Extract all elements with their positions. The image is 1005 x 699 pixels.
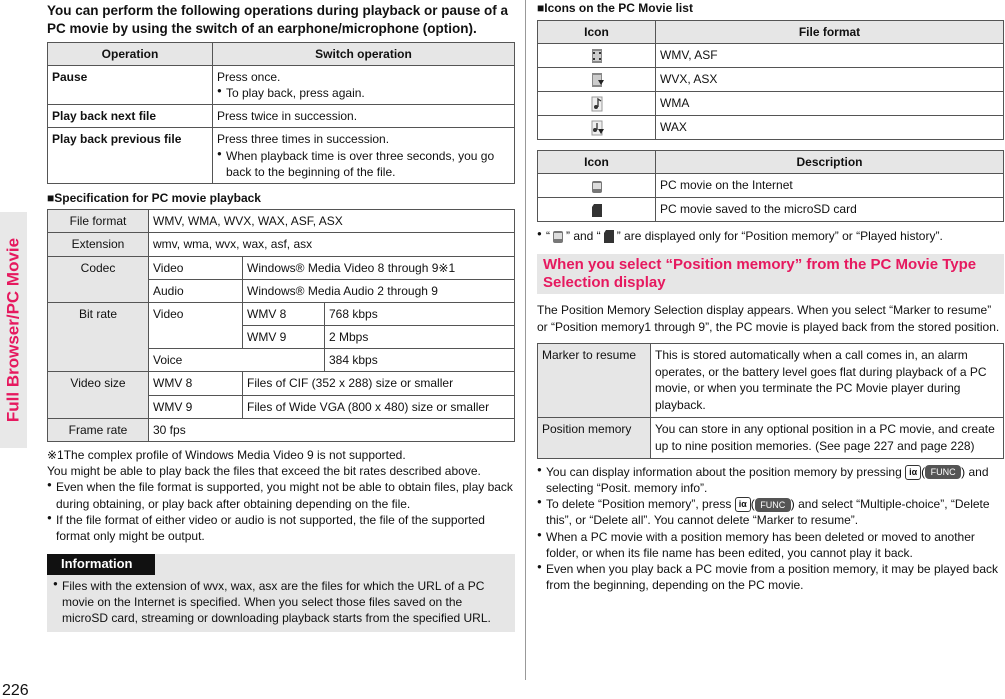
spec-sublabel: WMV 9 (243, 326, 325, 349)
spec-sublabel: Video (149, 256, 243, 279)
spec-value: 384 kbps (325, 349, 515, 372)
ops-header-operation: Operation (48, 42, 213, 65)
bullet-text: To delete “Position memory”, press (546, 497, 735, 512)
icons-heading: ■ Icons on the PC Movie list (537, 0, 1004, 16)
table-row (538, 115, 1004, 139)
information-title: Information (47, 554, 155, 575)
format-value: WMV, ASF (656, 44, 1004, 68)
spec-value: 768 kbps (325, 302, 515, 325)
op-pause-line: Press once. (217, 69, 281, 84)
position-label: Marker to resume (538, 343, 651, 417)
position-table (537, 343, 1004, 459)
spec-value: wmv, wma, wvx, wax, asf, asx (149, 233, 515, 256)
spec-value: Files of CIF (352 x 288) size or smaller (243, 372, 515, 395)
spec-table (47, 209, 515, 442)
spec-value: WMV, WMA, WVX, WAX, ASF, ASX (149, 210, 515, 233)
description-icon-table (537, 150, 1004, 222)
icons-note (537, 228, 1004, 245)
table-row (48, 210, 515, 233)
op-pause-desc (213, 65, 515, 104)
section-side-tab (0, 212, 27, 448)
spec-sublabel: WMV 8 (149, 372, 243, 395)
left-column (47, 2, 515, 632)
notes (47, 447, 515, 544)
table-row (538, 44, 1004, 68)
table-row (538, 173, 1004, 197)
note-bullet: ● Even when the file format is supported, you might not be able to obtain files, play back during obtaining, or play back after obtaining depending on the file. (47, 479, 515, 511)
position-desc: You can store in any optional position in a PC movie, and create up to nine position memories. (See page 227 and page 228) (651, 417, 1004, 458)
operations-table (47, 42, 515, 184)
table-row (48, 256, 515, 279)
ops-header-switch: Switch operation (213, 42, 515, 65)
icons-note-text: “ (546, 228, 550, 243)
spec-sublabel: Voice (149, 349, 325, 372)
op-next-desc: Press twice in succession. (213, 105, 515, 128)
spec-sublabel: WMV 9 (149, 395, 243, 418)
wmv-file-icon (538, 44, 656, 68)
spec-label: File format (48, 210, 149, 233)
format-header-icon: Icon (538, 21, 656, 44)
op-prev-desc (213, 128, 515, 184)
wvx-file-icon (538, 68, 656, 92)
table-row (538, 197, 1004, 221)
note-line: You might be able to play back the files that exceed the bit rates described above. (47, 464, 481, 479)
position-notes (537, 464, 1004, 594)
spec-label: Video size (48, 372, 149, 418)
format-header-format: File format (656, 21, 1004, 44)
table-row (48, 65, 515, 104)
op-prev-bullet: ● When playback time is over three seconds, you go back to the beginning of the file. (217, 148, 510, 180)
wma-file-icon (538, 92, 656, 116)
page-number: 226 (2, 682, 29, 699)
op-pause-bullet: ● To play back, press again. (217, 85, 510, 101)
spec-sublabel: WMV 8 (243, 302, 325, 325)
note-bullet: ● To delete “Position memory”, press iα ( FUNC ) and select “Multiple-choice”, “Delete this”, or “Delete all”. You cannot delete “Marker to resume”. (537, 496, 1004, 529)
internet-movie-icon (538, 173, 656, 197)
spec-value: Windows® Media Audio 2 through 9 (243, 279, 515, 302)
table-row (538, 417, 1004, 458)
desc-header-icon: Icon (538, 150, 656, 173)
format-value: WMA (656, 92, 1004, 116)
op-prev: Play back previous file (48, 128, 213, 184)
bullet-text: and select “Multiple-choice”, “Delete this”, or “Delete all”. You cannot delete “Marker to resume”. (546, 497, 990, 528)
icons-note-text: ” are displayed only for “Position memory” or “Played history”. (616, 228, 943, 243)
op-prev-line: Press three times in succession. (217, 132, 390, 147)
bullet-text: and selecting “Posit. memory info”. (546, 464, 989, 495)
spec-sublabel: Audio (149, 279, 243, 302)
table-row (538, 68, 1004, 92)
intro-heading: You can perform the following operations during playback or pause of a PC movie by using the switch of an earphone/microphone (option). (47, 3, 509, 36)
microsd-movie-icon (538, 197, 656, 221)
position-label: Position memory (538, 417, 651, 458)
spec-label: Extension (48, 233, 149, 256)
column-divider (525, 0, 526, 680)
format-value: WVX, ASX (656, 68, 1004, 92)
spec-value: Windows® Media Video 8 through 9※1 (243, 256, 515, 279)
spec-value: 30 fps (149, 418, 515, 441)
note-bullet: ● If the file format of either video or audio is not supported, the file of the supported format only might be output. (47, 512, 515, 544)
position-desc: This is stored automatically when a call comes in, an alarm operates, or the battery level goes flat during playback of a PC movie, or when you terminate the PC Movie player during playback. (651, 343, 1004, 417)
table-row (538, 343, 1004, 417)
spec-heading: ■ Specification for PC movie playback (47, 190, 515, 206)
spec-value: 2 Mbps (325, 326, 515, 349)
table-row (48, 302, 515, 325)
op-pause: Pause (48, 65, 213, 104)
note-bullet: ● Even when you play back a PC movie from a position memory, it may be played back from the beginning, depending on the PC movie. (537, 561, 1004, 593)
information-box (47, 554, 515, 632)
desc-value: PC movie on the Internet (656, 173, 1004, 197)
spec-label: Bit rate (48, 302, 149, 372)
desc-header-description: Description (656, 150, 1004, 173)
func-key-icon: FUNC (755, 498, 791, 512)
format-value: WAX (656, 115, 1004, 139)
position-memory-heading: When you select “Position memory” from the PC Movie Type Selection display (537, 254, 1004, 294)
icons-note-text: ” and “ (566, 228, 601, 243)
table-row (48, 233, 515, 256)
spec-label: Frame rate (48, 418, 149, 441)
microsd-movie-icon (601, 228, 617, 244)
spec-label: Codec (48, 256, 149, 302)
bullet-text: You can display information about the position memory by pressing (546, 464, 906, 479)
table-row (48, 418, 515, 441)
func-key-icon: FUNC (925, 465, 961, 479)
footnote: ※1The complex profile of Windows Media Video 9 is not supported. (47, 448, 406, 462)
side-tab-label: Full Browser/PC Movie (3, 237, 23, 423)
table-row (48, 105, 515, 128)
right-column (537, 0, 1004, 593)
op-next: Play back next file (48, 105, 213, 128)
spec-value: Files of Wide VGA (800 x 480) size or smaller (243, 395, 515, 418)
wax-file-icon (538, 115, 656, 139)
desc-value: PC movie saved to the microSD card (656, 197, 1004, 221)
spec-sublabel: Video (149, 302, 243, 348)
information-bullet: ● Files with the extension of wvx, wax, asx are the files for which the URL of a PC movie on the Internet is specified. When you select those files saved on the microSD card, streaming or downloading playback starts from the specified URL. (53, 578, 509, 627)
note-bullet: ● When a PC movie with a position memory has been deleted or moved to another folder, or when its file name has been edited, you cannot play it back. (537, 529, 1004, 561)
internet-movie-icon (550, 228, 566, 244)
table-row (48, 128, 515, 184)
position-memory-intro: The Position Memory Selection display appears. When you select “Marker to resume” or “Position memory1 through 9”, the PC movie is played back from the stored position. (537, 303, 1000, 334)
table-row (48, 372, 515, 395)
note-bullet: ● You can display information about the position memory by pressing iα ( FUNC ) and selecting “Posit. memory info”. (537, 464, 1004, 497)
ialpha-key-icon: iα (735, 497, 751, 512)
ialpha-key-icon: iα (905, 465, 921, 480)
format-icon-table (537, 20, 1004, 140)
table-row (538, 92, 1004, 116)
